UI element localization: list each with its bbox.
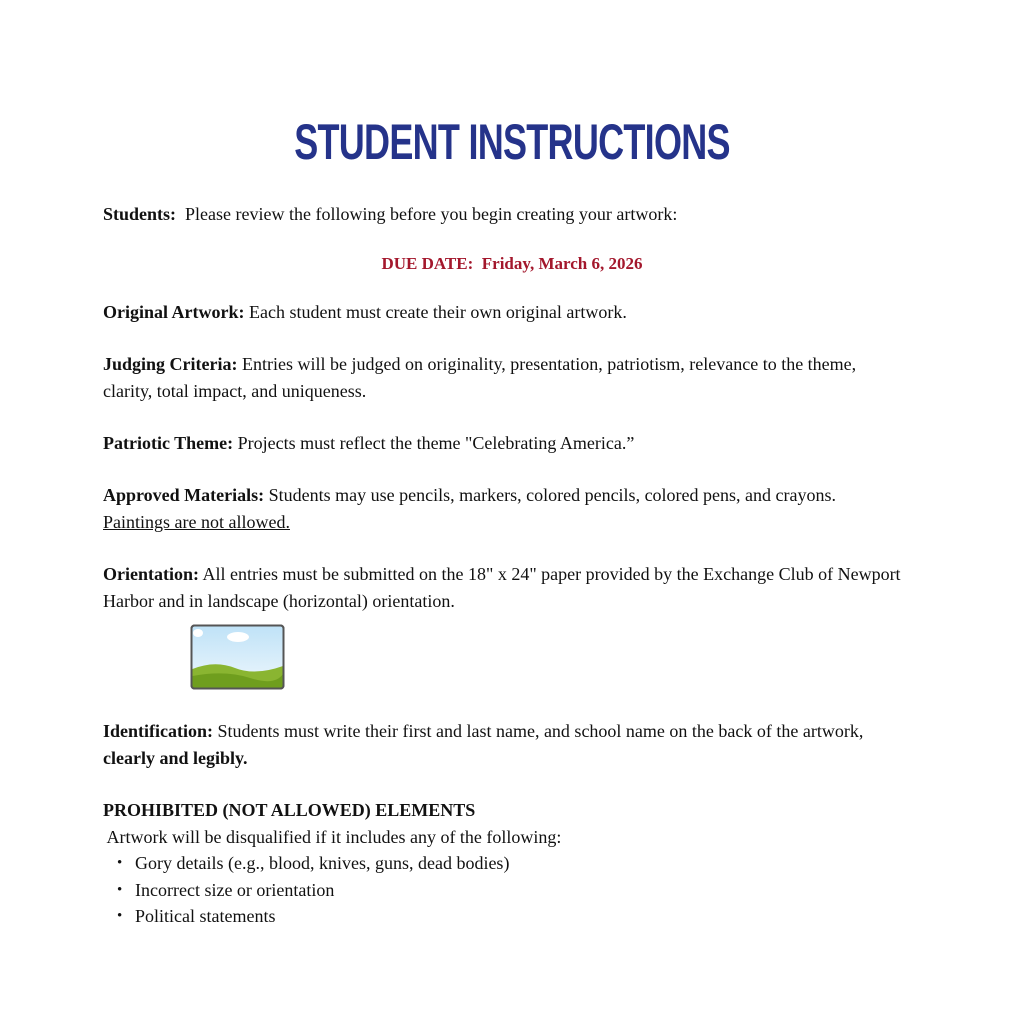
judging-text: Entries will be judged on originality, presentation, patriotism, relevance to the theme, clarity, total impact, and uniqueness. bbox=[103, 354, 857, 401]
original-text: Each student must create their own original artwork. bbox=[244, 302, 627, 322]
original-label: Original Artwork: bbox=[103, 302, 245, 322]
list-item: • Political statements bbox=[135, 903, 933, 930]
patriotic-theme-paragraph bbox=[103, 430, 933, 457]
theme-text: Projects must reflect the theme "Celebrating America.” bbox=[233, 433, 635, 453]
prohibited-heading: PROHIBITED (NOT ALLOWED) ELEMENTS bbox=[103, 800, 476, 820]
materials-text: Students may use pencils, markers, colored pencils, colored pens, and crayons. bbox=[264, 485, 836, 505]
theme-label: Patriotic Theme: bbox=[103, 433, 234, 453]
intro-text: Please review the following before you begin creating your artwork: bbox=[176, 204, 678, 224]
intro-label: Students: bbox=[103, 204, 177, 224]
identification-text: Students must write their first and last name, and school name on the back of the artwork, bbox=[213, 721, 864, 741]
intro-paragraph bbox=[103, 201, 933, 228]
materials-label: Approved Materials: bbox=[103, 485, 265, 505]
judging-criteria-paragraph bbox=[103, 351, 903, 404]
prohibited-intro: Artwork will be disqualified if it includes any of the following: bbox=[103, 826, 562, 847]
orientation-text: All entries must be submitted on the 18" x 24" paper provided by the Exchange Club of Newport Harbor and in landscape (horizontal) orientation. bbox=[103, 564, 901, 611]
identification-emphasis: clearly and legibly. bbox=[103, 747, 248, 768]
list-item: • Gory details (e.g., blood, knives, guns, dead bodies) bbox=[135, 850, 933, 877]
page-title: STUDENT INSTRUCTIONS bbox=[294, 114, 730, 170]
due-date: DUE DATE: Friday, March 6, 2026 bbox=[381, 254, 643, 273]
identification-paragraph bbox=[103, 718, 903, 771]
original-artwork-paragraph bbox=[103, 299, 933, 326]
judging-label: Judging Criteria: bbox=[103, 354, 238, 374]
orientation-paragraph bbox=[103, 561, 933, 614]
approved-materials-paragraph bbox=[103, 482, 933, 535]
orientation-label: Orientation: bbox=[103, 564, 199, 584]
prohibited-section bbox=[103, 797, 933, 930]
identification-label: Identification: bbox=[103, 721, 213, 741]
landscape-picture-icon bbox=[190, 624, 285, 690]
prohibited-list bbox=[103, 850, 933, 930]
paintings-not-allowed: Paintings are not allowed. bbox=[103, 511, 290, 532]
list-item: • Incorrect size or orientation bbox=[135, 877, 933, 904]
